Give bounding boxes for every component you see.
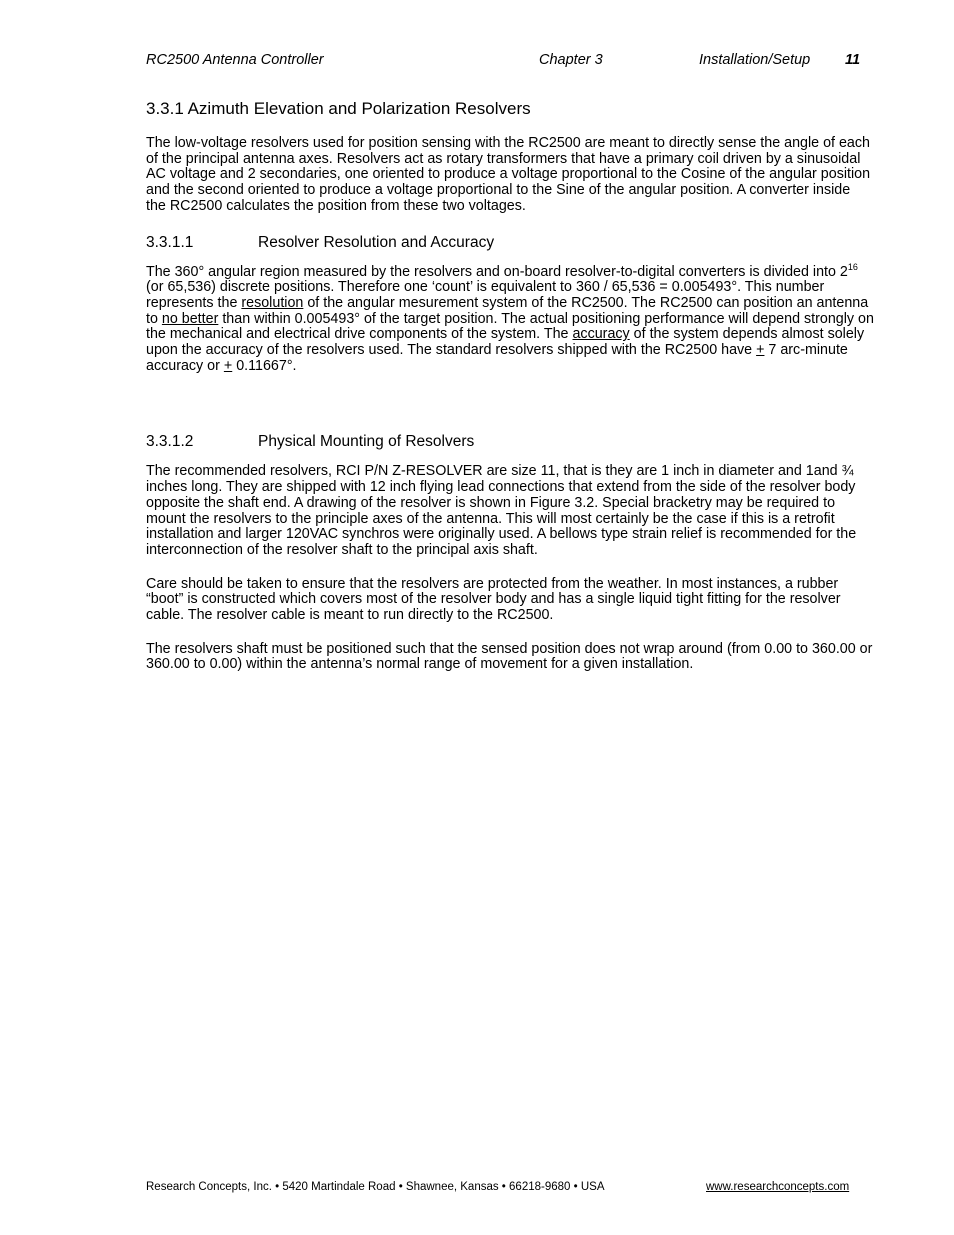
subsection-heading-3-3-1-2 — [146, 432, 874, 452]
subsection-title: Physical Mounting of Resolvers — [258, 433, 475, 451]
page-content — [146, 98, 874, 691]
subsection-number: 3.3.1.2 — [146, 433, 194, 451]
paragraph-weather-protection: Care should be taken to ensure that the resolvers are protected from the weather. In most instances, a rubber “boot” is constructed which covers most of the resolver body and has a single liquid tight fitting for the resolver cable. The resolver cable is meant to run directly to the RC2500. — [146, 575, 841, 624]
text-run: of the system depends almost solely upon the accuracy of the resolvers used. The standard resolvers shipped with the RC2500 have — [146, 326, 865, 359]
header-document-title: RC2500 Antenna Controller — [146, 52, 324, 68]
superscript-exponent: 16 — [847, 261, 858, 272]
page-number: 11 — [845, 52, 861, 68]
underlined-resolution: resolution — [241, 294, 304, 311]
underlined-no-better: no better — [161, 310, 219, 327]
text-run: The 360° angular region measured by the resolvers and on-board resolver-to-digital converters is divided into 2 — [146, 263, 848, 280]
text-run: of the angular mesurement system of the RC2500. The RC2500 can position an antenna to — [146, 294, 869, 327]
header-chapter: Chapter 3 — [539, 52, 603, 68]
text-run: 0.11667°. — [232, 357, 297, 374]
text-run: (or 65,536) discrete positions. Therefore one ‘count’ is equivalent to 360 / 65,536 = 0.005493°. This number represents the — [146, 279, 825, 311]
underlined-accuracy: accuracy — [572, 326, 630, 343]
paragraph-shaft-positioning: The resolvers shaft must be positioned such that the sensed position does not wrap around (from 0.00 to 360.00 or 360.00 to 0.00) within the antenna’s normal range of movement for a given installation. — [146, 640, 873, 673]
text-run: than within 0.005493° of the target position. The actual positioning performance will depend strongly on the mechanical and electrical drive components of the system. The — [146, 310, 874, 343]
text-run: 7 arc-minute accuracy or — [146, 342, 848, 374]
plus-minus-sign: + — [756, 342, 765, 359]
footer-website-link[interactable]: www.researchconcepts.com — [706, 1181, 850, 1193]
section-heading-3-3-1: 3.3.1 Azimuth Elevation and Polarization Resolvers — [146, 99, 531, 118]
paragraph-resolvers-intro: The low-voltage resolvers used for position sensing with the RC2500 are meant to directly sense the angle of each of the principal antenna axes. Resolvers act as rotary transformers that have a primary coil driven by a sinusoidal AC voltage and 2 secondaries, one oriented to produce a voltage proportional to the Cosine of the angular position and the second oriented to produce a voltage proportional to the Sine of the angular position. A converter inside the RC2500 calculates the position from these two voltages. — [146, 135, 871, 214]
paragraph-recommended-resolvers: The recommended resolvers, RCI P/N Z-RESOLVER are size 11, that is they are 1 inch in diameter and 1and ¾ inches long. They are shipped with 12 inch flying lead connections that extend from the side of the resolver body opposite the shaft end. A drawing of the resolver is shown in Figure 3.2. Special bracketry may be required to mount the resolvers to the principle axes of the antenna. This will most certainly be the case if this is a retrofit installation and larger 120VAC synchros were originally used. A bellows type strain relief is recommended for the interconnection of the resolver shaft to the principal axis shaft. — [146, 463, 857, 558]
footer-address: Research Concepts, Inc. • 5420 Martindale Road • Shawnee, Kansas • 66218-9680 • USA — [146, 1181, 605, 1193]
plus-minus-sign: + — [223, 357, 233, 374]
paragraph-resolution-accuracy — [146, 261, 874, 375]
header-section: Installation/Setup — [699, 52, 811, 68]
subsection-number: 3.3.1.1 — [146, 233, 194, 251]
subsection-heading-3-3-1-1 — [146, 233, 874, 253]
spacer — [146, 392, 874, 432]
subsection-title: Resolver Resolution and Accuracy — [258, 233, 495, 251]
